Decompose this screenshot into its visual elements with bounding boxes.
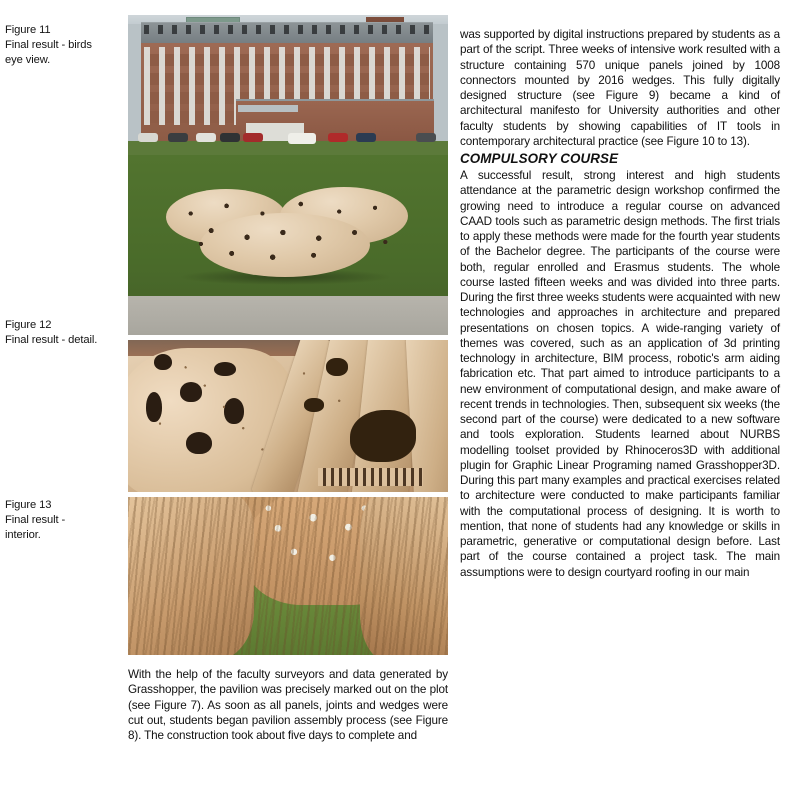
figure-13-caption-line-2: Final result - [5,513,66,526]
annex-roof-secondary [238,105,298,112]
figure-11-image [128,15,448,335]
figure-12-caption [5,318,123,348]
connector-dots [128,340,448,492]
car [138,133,158,142]
car [356,133,376,142]
car [243,133,263,142]
right-column-section-paragraph: A successful result, strong interest and high students attendance at the parametric design workshop confirmed the growing need to introduce a regular course on advanced CAAD tools such as parametric design methods. The first trials to apply these methods were made for the fourth year students of the Bachelor degree. The participants of the course were both, regular enrolled and Erasmus students. The whole course lasted fifteen weeks and was divided into three parts. During the first three weeks students were acquainted with new technologies and approaches in architecture and prepared presentations on chosen topics. A wide-ranging variety of themes was covered, such as an application of 3d printing technology in architecture, BIM process, robotic's arm aiding fabrication etc. That part aimed to introduce participants to a new environment of computational design, and make aware of recent trends in technologies. Then, subsequent six weeks (the second part of the course) were dedicated to a new software and tools exploration. Students learned about NURBS modelling toolset provided by Rhinoceros3D with additional plugin for Graphic Linear Programing named Grasshopper3D. During this part many examples and practical exercises related to architecture were conducted to make participants familiar with the computational process of designing. It is worth to mention, that none of students had any knowledge or skills in parametric, generative or computational design before. Last part of the course contained a project task. The main assumptions were to design courtyard roofing in our main [460,169,780,579]
right-column-continued-paragraph: was supported by digital instructions prepared by students as a part of the script. Three weeks of intensive work resulted with a structure containing 570 unique panels joined by 1008 connectors mounted by 2016 wedges. This fully digitally designed structure (see Figure 9) became a kind of architectural manifesto for University authorities and other faculty students by showing capabilities of IT tools in contemporary architectural practice (see Figure 10 to 13). [460,28,780,148]
section-heading-compulsory-course: COMPULSORY COURSE [460,151,619,166]
car [168,133,188,142]
figure-13-caption-line-3: interior. [5,528,41,541]
left-column-paragraph: With the help of the faculty surveyors and data generated by Grasshopper, the pavilion was precisely marked out on the plot (see Figure 7). As soon as all panels, joints and wedges were cut out, students began pavilion assembly process (see Figure 8). The construction took about five days to complete and [128,668,448,742]
figure-13-caption [5,498,123,543]
right-column-text [460,27,780,580]
figure-11-caption-line-1: Figure 11 [5,24,51,36]
figure-13-image [128,497,448,655]
car [220,133,240,142]
car [196,133,216,142]
figure-11-caption-line-2: Final result - birds [5,38,92,51]
pavilion-detail-photo [128,340,448,492]
timber-pavilion [160,185,416,280]
figure-13-caption-line-1: Figure 13 [5,499,52,511]
roof-dormer-windows [144,25,430,34]
foreground-ground [128,296,448,335]
figure-12-caption-line-1: Figure 12 [5,319,52,331]
pavilion-interior-photo [128,497,448,655]
car [416,133,436,142]
figure-11-caption-line-3: eye view. [5,53,51,66]
parked-cars [138,133,438,145]
figure-12-caption-line-2: Final result - detail. [5,333,98,346]
van [288,133,316,144]
figure-11-caption [5,23,123,68]
car [328,133,348,142]
panel-star-cutouts [160,185,416,280]
connector-bead-lines [128,497,448,655]
pavilion-birdseye-photo [128,15,448,335]
figure-12-image [128,340,448,492]
left-column-text [128,667,448,743]
